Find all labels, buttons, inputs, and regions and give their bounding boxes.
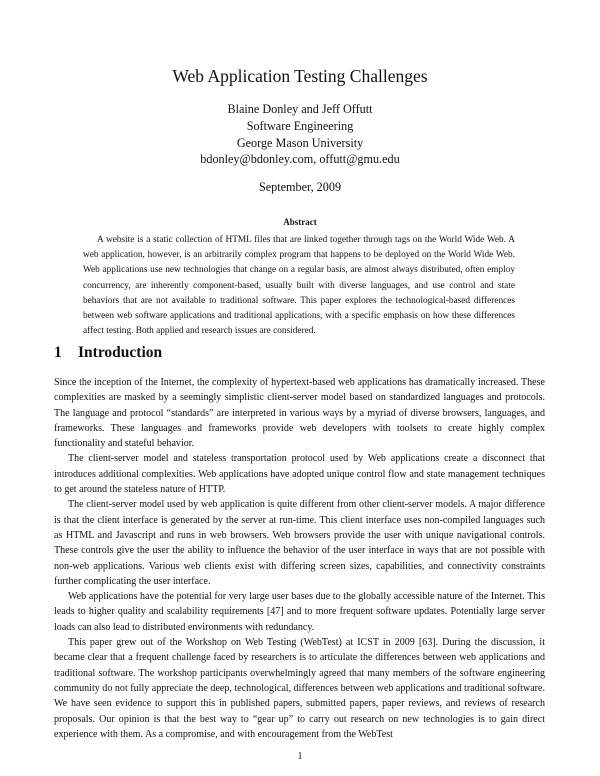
paper-title: Web Application Testing Challenges	[172, 66, 428, 86]
section-number: 1	[54, 344, 62, 361]
abstract-heading: Abstract	[283, 217, 317, 227]
section-heading	[54, 344, 162, 362]
paragraph: The client-server model and stateless transportation protocol used by Web applications create a disconnect that introduces additional complexities. Web applications have adopted unique control flow and state management techniques to get around the stateless nature of HTTP.	[54, 453, 545, 496]
paragraph: The client-server model used by web application is quite different from other client-server models. A major difference is that the client interface is generated by the server at run-time. This client interface uses non-compiled languages such as HTML and Javascript and runs in web browsers. Web browsers provide the user with unique navigational controls. These controls give the user the ability to influence the behavior of the user interface in ways that are not possible with non-web applications. Various web clients exist with differing screen sizes, capabilities, and connectivity constraints further complicating the user interface.	[54, 499, 545, 587]
section-body	[54, 375, 545, 742]
abstract-text: A website is a static collection of HTML files that are linked together through tags on the World Wide Web. A web application, however, is an arbitrarily complex program that happens to be deployed on the World Wide Web. Web applications use new technologies that change on a regular basis, are almost always distributed, often employ concurrency, are inherently component-based, usually built with diverse languages, and use control and state behaviors that are not available to traditional software. This paper explores the technological-based differences between web software applications and traditional applications, with a specific emphasis on how these differences affect testing. Both applied and research issues are considered.	[83, 235, 515, 337]
author-block	[0, 101, 600, 168]
paragraph: Web applications have the potential for very large user bases due to the globally accessible nature of the Internet. This leads to higher quality and scalability requirements [47] and to more frequent software updates. Potentially large server loads can also lead to distributed environments with redundancy.	[54, 591, 545, 633]
emails: bdonley@bdonley.com, offutt@gmu.edu	[200, 152, 400, 167]
paragraph: Since the inception of the Internet, the complexity of hypertext-based web applications has dramatically increased. These complexities are masked by a seemingly simplistic client-server model based on standardized languages and protocols. The language and protocol “standards” are interpreted in various ways by a myriad of diverse browsers, languages, and frameworks. These languages and frameworks provide web developers with toolsets to create highly complex functionality and stateful behavior.	[54, 377, 545, 450]
authors: Blaine Donley and Jeff Offutt	[227, 102, 373, 116]
page-number: 1	[297, 751, 303, 762]
affiliation: George Mason University	[236, 135, 364, 150]
section-title: Introduction	[78, 344, 163, 361]
paragraph: This paper grew out of the Workshop on Web Testing (WebTest) at ICST in 2009 [63]. During the discussion, it became clear that a frequent challenge faced by researchers is to articulate the differences between web applications and traditional software. The workshop participants overwhelmingly agreed that many members of the software engineering community do not fully appreciate the deep, technological, differences between web applications and traditional software. We have seen evidence to support this in published papers, submitted papers, paper reviews, and reviews of research proposals. Our opinion is that the best way to “gear up” to carry out research on new technologies is to gain direct experience with them. As a compromise, and with encouragement from the WebTest	[54, 637, 545, 740]
abstract-body	[83, 233, 515, 339]
paper-date: September, 2009	[258, 180, 342, 194]
department: Software Engineering	[246, 118, 354, 133]
